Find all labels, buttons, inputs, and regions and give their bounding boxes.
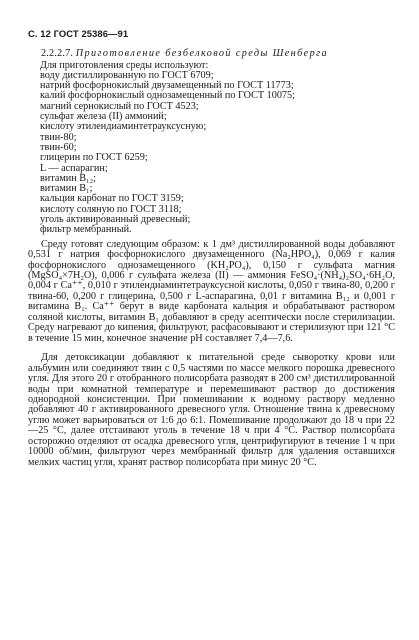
section-title: Приготовление безбелковой среды Шенберга bbox=[75, 48, 328, 59]
list-item: кальция карбонат по ГОСТ 3159; bbox=[40, 193, 184, 205]
section-heading bbox=[28, 48, 395, 60]
list-item: уголь активированный древесный; bbox=[40, 214, 191, 226]
list-item: воду дистиллированную по ГОСТ 6709; bbox=[40, 69, 214, 81]
list-item: L — аспарагин; bbox=[40, 162, 108, 174]
list-item: натрий фосфорнокислый двузамещенный по ГОСТ 11773; bbox=[40, 80, 294, 92]
list-item: витамин B₁₂; bbox=[40, 172, 96, 184]
detoxication-paragraph: Для детоксикации добавляют к питательной среде сыворотку крови или альбумин или соединяют твин с 0,5 частями по массе мелкого порошка древесного угля. Для этого 20 г отобранного полисорбата разводят в 200 см³ дистиллированной воды при комнатной температуре и перемешивают раствор до достижения однородной консистенции. При помешивании к водному раствору медленно добавляют 40 г активированного древесного угля. Отношение твина к древесному углю может варьироваться от 1:6 до 6:1. Помешивание продолжают до 18 ч при 22—25 °С, далее отстаивают уголь в течение 18 ч при 4 °С. Раствор полисорбата осторожно отделяют от осадка древесного угля, центрифугируют в течение 1 ч при 10000 об/мин, фильтруют через мембранный фильтр для удаления оставшихся мелких частиц угля, хранят раствор полисорбата при минус 20 °С. bbox=[28, 352, 395, 468]
list-item: твин-60; bbox=[40, 141, 77, 153]
list-item: глицерин по ГОСТ 6259; bbox=[40, 152, 148, 164]
list-item: твин-80; bbox=[40, 131, 77, 143]
list-item: калий фосфорнокислый однозамещенный по ГОСТ 10075; bbox=[40, 90, 295, 102]
list-item: Для приготовления среды используют: bbox=[40, 59, 209, 71]
preparation-paragraph: Среду готовят следующим образом: к 1 дм³ дистиллированной воды добавляют 0,531 г натрия фосфорнокислого двузамещенного (Na₂HPO₄), 0,069 г калия фосфорнокислого однозамещенного (KH₂PO₄), 0,150 г сульфата магния (MgSO₄×7H₂O), 0,006 г сульфата железа (II) — аммония FeSO₄·(NH₄)₂SO₄·6H₂O, 0,004 г Ca⁺⁺, 0,010 г этилендиаминтетрауксусной кислоты, 0,050 г твина-80, 0,200 г твина-60, 0,200 г глицерина, 0,500 г L-аспарагина, 0,01 г витамина B₁₂ и 0,001 г витамина B₁. Ca⁺⁺ берут в виде карбоната кальция и обрабатывают раствором соляной кислоты, витамин B₁ добавляют в среду асептически после стерилизации. Среду нагревают до кипения, фильтруют, расфасовывают и стерилизуют при 121 °С в течение 15 мин, конечное значение pH составляет 7,4—7,6. bbox=[28, 238, 395, 344]
list-item: кислоту этилендиаминтетрауксусную; bbox=[40, 121, 207, 133]
list-item: сульфат железа (II) аммоний; bbox=[40, 111, 167, 123]
list-item: кислоту соляную по ГОСТ 3118; bbox=[40, 203, 182, 215]
page-header: С. 12 ГОСТ 25386—91 bbox=[28, 28, 129, 39]
list-item: магний сернокислый по ГОСТ 4523; bbox=[40, 100, 199, 112]
list-item: фильтр мембранный. bbox=[40, 224, 132, 236]
ingredients-list bbox=[28, 61, 395, 236]
section-number: 2.2.2.7. bbox=[41, 48, 74, 59]
list-item: витамин B₁; bbox=[40, 183, 93, 195]
